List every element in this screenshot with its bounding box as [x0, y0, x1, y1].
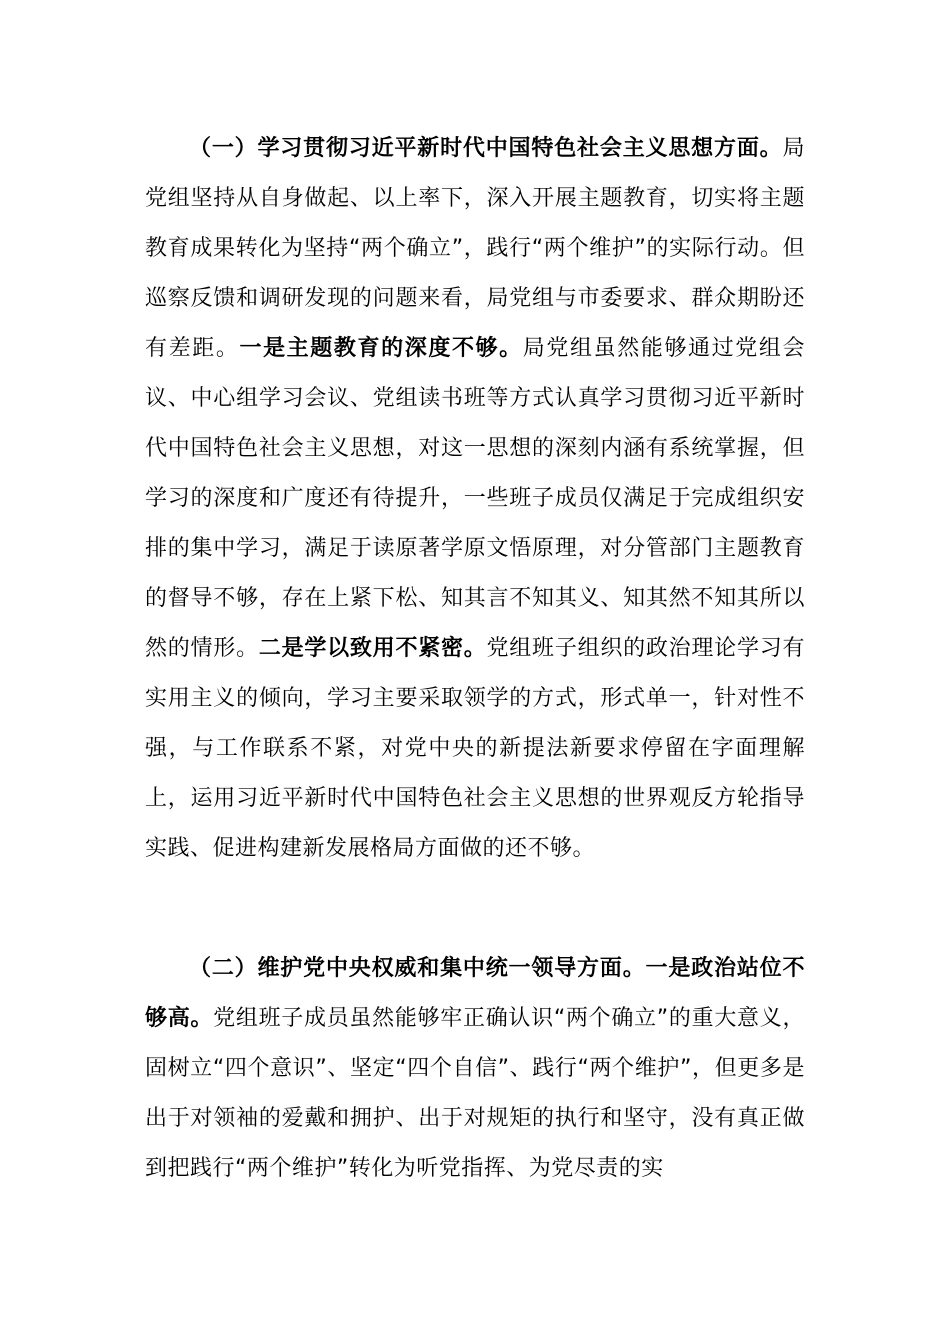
section-1-point-2-body: 党组班子组织的政治理论学习有实用主义的倾向，学习主要采取领学的方式，形式单一，针对性不强，与工作联系不紧，对党中央的新提法新要求停留在字面理解上，运用习近平新时代中国特色社会主义思想的世界观反方轮指导实践、促进构建新发展格局方面做的还不够。 — [145, 636, 805, 861]
section-1-heading: （一）学习贯彻习近平新时代中国特色社会主义思想方面。 — [189, 136, 783, 161]
section-1-point-1-title: 一是主题教育的深度不够。 — [239, 336, 523, 361]
section-1-point-2-title: 二是学以致用不紧密。 — [258, 636, 487, 661]
section-1-paragraph — [145, 124, 805, 874]
section-2-point-1-body: 党组班子成员虽然能够牢正确认识“两个确立”的重大意义，固树立“四个意识”、坚定“四个自信”、践行“两个维护”，但更多是出于对领袖的爱戴和拥护、出于对规矩的执行和坚守，没有真正做到把践行“两个维护”转化为听党指挥、为党尽责的实 — [145, 1006, 805, 1181]
section-1-point-1-body: 局党组虽然能够通过党组会议、中心组学习会议、党组读书班等方式认真学习贯彻习近平新时代中国特色社会主义思想，对这一思想的深刻内涵有系统掌握，但学习的深度和广度还有待提升，一些班子成员仅满足于完成组织安排的集中学习，满足于读原著学原文悟原理，对分管部门主题教育的督导不够，存在上紧下松、知其言不知其义、知其然不知其所以然的情形。 — [145, 336, 805, 661]
section-1-intro: 局党组坚持从自身做起、以上率下，深入开展主题教育，切实将主题教育成果转化为坚持“两个确立”，践行“两个维护”的实际行动。但巡察反馈和调研发现的问题来看，局党组与市委要求、群众期盼还有差距。 — [145, 136, 805, 361]
section-2-heading: （二）维护党中央权威和集中统一领导方面。 — [189, 956, 646, 981]
section-2-paragraph — [145, 944, 805, 1194]
section-2-point-1-title: 一是政治站位不够高。 — [145, 956, 805, 1031]
